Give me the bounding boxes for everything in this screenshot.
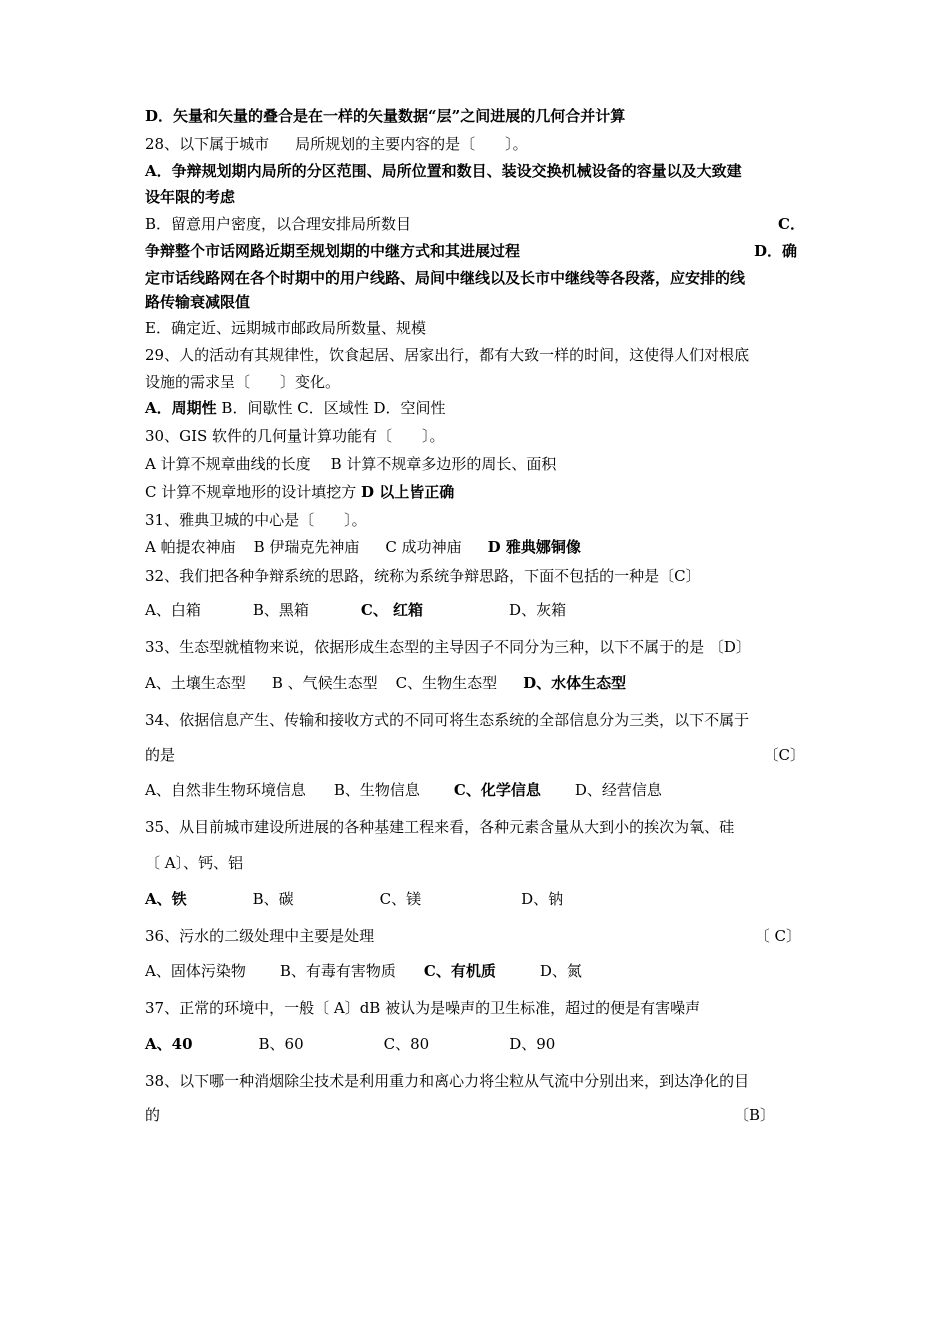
q28-stem: 28、以下属于城市 局所规划的主要内容的是〔 〕。	[145, 135, 528, 153]
q32-stem: 32、我们把各种争辩系统的思路，统称为系统争辩思路，下面不包括的一种是〔C〕	[145, 567, 701, 585]
q32-options: A、白箱 B、黑箱 C、 红箱 D、灰箱	[145, 601, 567, 619]
q28-option-d-line1: 定市话线路网在各个时期中的用户线路、局间中继线以及长市中继线等各段落，应安排的线	[145, 269, 746, 287]
q28-option-c: 争辩整个市话网路近期至规划期的中继方式和其进展过程 D．确	[145, 242, 797, 260]
q29-options: A．周期性 B．间歇性 C．区域性 D．空间性	[145, 399, 446, 417]
q35-options: A、铁 B、碳 C、镁 D、钠	[145, 890, 564, 908]
q37-stem: 37、正常的环境中，一般〔 A〕dB 被认为是噪声的卫生标准，超过的便是有害噪声	[145, 999, 701, 1017]
q36-stem: 36、污水的二级处理中主要是处理 〔 C〕	[145, 927, 801, 945]
q30-stem: 30、GIS 软件的几何量计算功能有〔 〕。	[145, 427, 445, 445]
q36-answer: 〔 C〕	[754, 927, 801, 945]
q28-option-c-label: C．	[778, 215, 805, 233]
q35-stem-line2: 〔 A〕、钙、铝	[145, 854, 244, 872]
q27-option-d: D．矢量和矢量的叠合是在一样的矢量数据“层”之间进展的几何合并计算	[145, 107, 626, 125]
q34-stem-line2: 的是 〔C〕	[145, 746, 805, 764]
q34-answer: 〔C〕	[763, 746, 805, 764]
q28-option-e: E．确定近、远期城市邮政局所数量、规模	[145, 319, 426, 337]
q30-options-cd: C 计算不规章地形的设计填挖方 D 以上皆正确	[145, 483, 455, 501]
q38-stem-line1: 38、以下哪一种消烟除尘技术是利用重力和离心力将尘粒从气流中分别出来，到达净化的目	[145, 1072, 750, 1090]
q29-stem-line1: 29、人的活动有其规律性，饮食起居、居家出行，都有大致一样的时间，这使得人们对根底	[145, 346, 750, 364]
q38-answer: 〔B〕	[733, 1106, 775, 1124]
q30-options-ab: A 计算不规章曲线的长度 B 计算不规章多边形的周长、面积	[145, 455, 557, 473]
q34-options: A、自然非生物环境信息 B、生物信息 C、化学信息 D、经营信息	[145, 781, 662, 799]
q31-options: A 帕提农神庙 B 伊瑞克先神庙 C 成功神庙 D 雅典娜铜像	[145, 538, 581, 556]
q28-option-d-line2: 路传输衰减限值	[145, 293, 251, 311]
q34-stem-line1: 34、依据信息产生、传输和接收方式的不同可将生态系统的全部信息分为三类，以下不属于	[145, 711, 750, 729]
q28-option-d-label: D．确	[753, 242, 797, 260]
q28-option-a-line1: A．争辩规划期内局所的分区范围、局所位置和数目、装设交换机械设备的容量以及大致建	[145, 162, 742, 180]
q33-stem: 33、生态型就植物来说，依据形成生态型的主导因子不同分为三种，以下不属于的是 〔D〕	[145, 638, 751, 656]
q36-options: A、固体污染物 B、有毒有害物质 C、有机质 D、氮	[145, 962, 582, 980]
q28-option-b: B．留意用户密度，以合理安排局所数目 C．	[145, 215, 805, 233]
q28-option-a-line2: 设年限的考虑	[145, 188, 236, 206]
q31-stem: 31、雅典卫城的中心是〔 〕。	[145, 511, 367, 529]
q33-options: A、土壤生态型 B 、气候生态型 C、生物生态型 D、水体生态型	[145, 674, 627, 692]
q35-stem-line1: 35、从目前城市建设所进展的各种基建工程来看，各种元素含量从大到小的挨次为氧、硅	[145, 818, 735, 836]
q37-options: A、40 B、60 C、80 D、90	[145, 1035, 556, 1053]
q38-stem-line2: 的 〔B〕	[145, 1106, 775, 1124]
q29-stem-line2: 设施的需求呈〔 〕变化。	[145, 373, 341, 391]
